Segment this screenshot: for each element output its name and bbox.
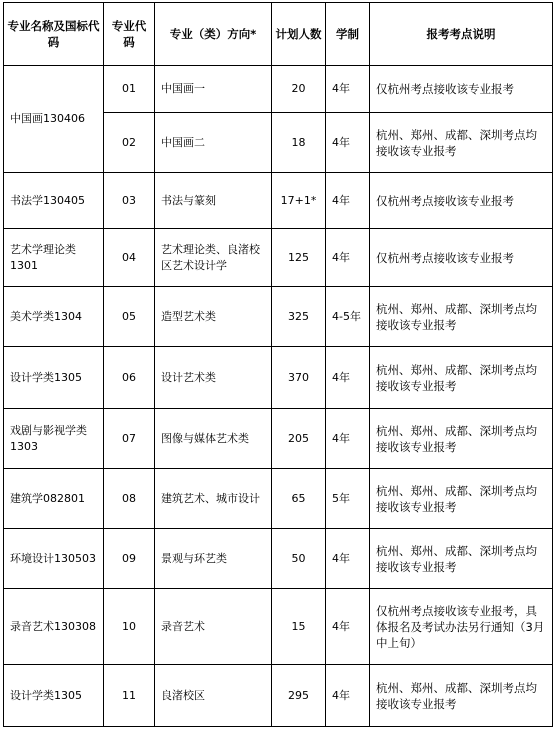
major-name-cell: 美术学类1304: [4, 287, 104, 347]
table-row: [4, 469, 553, 529]
duration-cell: 4年: [326, 113, 370, 173]
plan-cell: 295: [272, 665, 326, 727]
code-cell: 02: [104, 113, 155, 173]
duration-cell: 4年: [326, 409, 370, 469]
direction-cell: 艺术理论类、良渚校区艺术设计学: [155, 229, 272, 287]
direction-cell: 设计艺术类: [155, 347, 272, 409]
note-cell: 仅杭州考点接收该专业报考，具体报名及考试办法另行通知（3月中上旬）: [370, 589, 553, 665]
duration-cell: 4年: [326, 173, 370, 229]
plan-cell: 17+1*: [272, 173, 326, 229]
direction-cell: 图像与媒体艺术类: [155, 409, 272, 469]
code-cell: 11: [104, 665, 155, 727]
table-row: [4, 229, 553, 287]
note-cell: 杭州、郑州、成都、深圳考点均接收该专业报考: [370, 287, 553, 347]
header-row: [4, 3, 553, 66]
code-cell: 07: [104, 409, 155, 469]
table-row: [4, 347, 553, 409]
table-row: [4, 589, 553, 665]
duration-cell: 4年: [326, 529, 370, 589]
major-name-cell: 中国画130406: [4, 66, 104, 173]
code-cell: 03: [104, 173, 155, 229]
direction-cell: 景观与环艺类: [155, 529, 272, 589]
direction-cell: 中国画二: [155, 113, 272, 173]
major-name-cell: 设计学类1305: [4, 665, 104, 727]
header-major-name: 专业名称及国标代码: [4, 3, 104, 66]
plan-cell: 370: [272, 347, 326, 409]
direction-cell: 录音艺术: [155, 589, 272, 665]
plan-cell: 20: [272, 66, 326, 113]
code-cell: 01: [104, 66, 155, 113]
major-name-cell: 环境设计130503: [4, 529, 104, 589]
table-row: [4, 173, 553, 229]
code-cell: 09: [104, 529, 155, 589]
major-name-cell: 设计学类1305: [4, 347, 104, 409]
duration-cell: 4年: [326, 347, 370, 409]
major-name-cell: 艺术学理论类1301: [4, 229, 104, 287]
note-cell: 杭州、郑州、成都、深圳考点均接收该专业报考: [370, 347, 553, 409]
enrollment-table: [3, 2, 553, 727]
table-row: [4, 66, 553, 113]
major-name-cell: 建筑学082801: [4, 469, 104, 529]
code-cell: 10: [104, 589, 155, 665]
note-cell: 仅杭州考点接收该专业报考: [370, 66, 553, 113]
header-direction: 专业（类）方向*: [155, 3, 272, 66]
note-cell: 杭州、郑州、成都、深圳考点均接收该专业报考: [370, 409, 553, 469]
direction-cell: 良渚校区: [155, 665, 272, 727]
direction-cell: 中国画一: [155, 66, 272, 113]
note-cell: 杭州、郑州、成都、深圳考点均接收该专业报考: [370, 529, 553, 589]
header-note: 报考考点说明: [370, 3, 553, 66]
direction-cell: 建筑艺术、城市设计: [155, 469, 272, 529]
plan-cell: 65: [272, 469, 326, 529]
table-row: [4, 529, 553, 589]
duration-cell: 4-5年: [326, 287, 370, 347]
plan-cell: 18: [272, 113, 326, 173]
duration-cell: 5年: [326, 469, 370, 529]
note-cell: 杭州、郑州、成都、深圳考点均接收该专业报考: [370, 665, 553, 727]
note-cell: 杭州、郑州、成都、深圳考点均接收该专业报考: [370, 113, 553, 173]
header-duration: 学制: [326, 3, 370, 66]
plan-cell: 15: [272, 589, 326, 665]
code-cell: 08: [104, 469, 155, 529]
plan-cell: 50: [272, 529, 326, 589]
note-cell: 仅杭州考点接收该专业报考: [370, 229, 553, 287]
duration-cell: 4年: [326, 66, 370, 113]
table-row: [4, 409, 553, 469]
header-plan: 计划人数: [272, 3, 326, 66]
plan-cell: 325: [272, 287, 326, 347]
major-name-cell: 戏剧与影视学类1303: [4, 409, 104, 469]
duration-cell: 4年: [326, 229, 370, 287]
table-row: [4, 665, 553, 727]
code-cell: 05: [104, 287, 155, 347]
duration-cell: 4年: [326, 589, 370, 665]
code-cell: 06: [104, 347, 155, 409]
note-cell: 仅杭州考点接收该专业报考: [370, 173, 553, 229]
direction-cell: 造型艺术类: [155, 287, 272, 347]
plan-cell: 125: [272, 229, 326, 287]
header-code: 专业代码: [104, 3, 155, 66]
plan-cell: 205: [272, 409, 326, 469]
major-name-cell: 书法学130405: [4, 173, 104, 229]
major-name-cell: 录音艺术130308: [4, 589, 104, 665]
direction-cell: 书法与篆刻: [155, 173, 272, 229]
code-cell: 04: [104, 229, 155, 287]
duration-cell: 4年: [326, 665, 370, 727]
note-cell: 杭州、郑州、成都、深圳考点均接收该专业报考: [370, 469, 553, 529]
table-row: [4, 287, 553, 347]
